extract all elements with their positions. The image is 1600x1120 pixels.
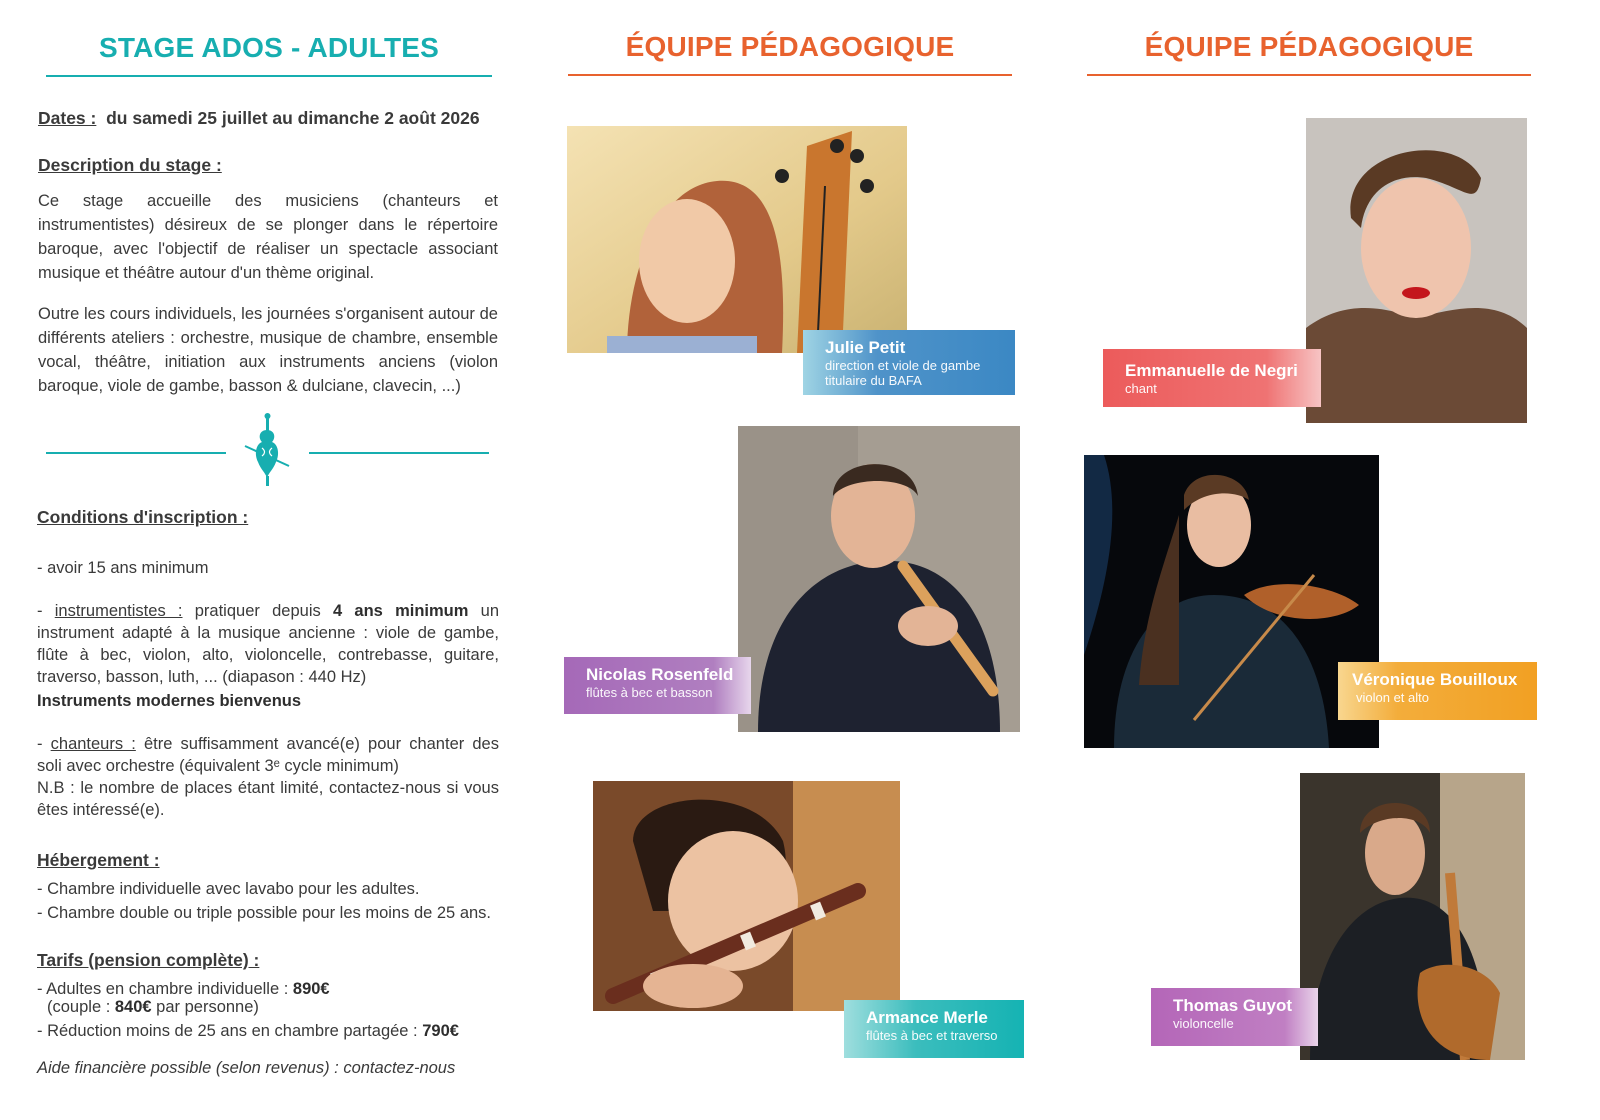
emmanuelle-de-negri-name: Emmanuelle de Negri — [1125, 361, 1298, 380]
tarif-line-2 — [37, 1019, 459, 1043]
instr-min-years: 4 ans minimum — [332, 602, 469, 620]
right-title-rule — [1087, 74, 1531, 76]
emmanuelle-de-negri-role: chant — [1125, 381, 1157, 396]
thomas-guyot-photo — [1300, 773, 1525, 1060]
left-title: STAGE ADOS - ADULTES — [99, 32, 439, 63]
conditions-heading: Conditions d'inscription : — [37, 507, 249, 527]
veronique-bouilloux-name: Véronique Bouilloux — [1352, 670, 1518, 689]
julie-petit-photo — [567, 126, 907, 353]
left-title-rule — [46, 75, 492, 77]
right-title: ÉQUIPE PÉDAGOGIQUE — [1144, 31, 1474, 62]
condition-instrumentalists: - instrumentistes : pratiquer depuis 4 ans minimum un instrument adapté à la musique ancienne : viole de gambe, flûte à bec, violon, alto, violoncelle, contrebasse, guitare, traverso, basson, luth, ... (diapason : 440 Hz) — [37, 602, 499, 686]
nicolas-rosenfeld-role: flûtes à bec et basson — [586, 685, 713, 700]
tarif-1b-pre: (couple : — [47, 998, 115, 1016]
lodging-line-1: - Chambre individuelle avec lavabo pour les adultes. — [37, 880, 420, 898]
instr-text-1: pratiquer depuis — [182, 602, 333, 620]
thomas-guyot-caption — [1151, 988, 1318, 1046]
armance-merle-name: Armance Merle — [866, 1008, 988, 1027]
emmanuelle-de-negri-caption — [1103, 349, 1321, 407]
instrumentalists-label: instrumentistes : — [54, 602, 183, 620]
description-paragraph-1: Ce stage accueille des musiciens (chanteurs et instrumentistes) désireux de se plonger dans le répertoire baroque, avec l'objectif de réaliser un spectacle associant musique et théâtre autour d'un thème original. — [38, 192, 498, 282]
tarif-1b-price: 840€ — [114, 998, 152, 1016]
modern-instruments: Instruments modernes bienvenus — [37, 692, 302, 710]
description-heading: Description du stage : — [38, 155, 222, 175]
instr-text-2: un instrument adapté à la musique ancienne : viole de gambe, flûte à bec, violon, alto, violoncelle, contrebasse, guitare, traverso, basson, luth, ... (diapason : 440 Hz) — [37, 602, 499, 686]
singers-label: chanteurs : — [50, 735, 136, 753]
nicolas-rosenfeld-name: Nicolas Rosenfeld — [586, 665, 734, 684]
thomas-guyot-name: Thomas Guyot — [1173, 996, 1293, 1015]
condition-age: - avoir 15 ans minimum — [37, 559, 209, 577]
lodging-heading: Hébergement : — [37, 850, 160, 870]
description-paragraph-2: Outre les cours individuels, les journées s'organisent autour de différents ateliers : orchestre, musique de chambre, ensemble vocal, théâtre, initiation aux instruments anciens (violon baroque, viole de gambe, basson & dulciane, clavecin, ...) — [38, 305, 498, 395]
dates-line — [38, 106, 508, 130]
nicolas-rosenfeld-caption — [564, 657, 751, 714]
middle-title-rule — [568, 74, 1012, 76]
tarif-1-text: - Adultes en chambre individuelle : — [37, 980, 293, 998]
dates-label: Dates : — [38, 108, 97, 128]
tarif-1b-post: par personne) — [151, 998, 259, 1016]
ornament-rule-right — [309, 452, 489, 454]
tarif-2-price: 790€ — [422, 1022, 459, 1040]
lodging-line-2: - Chambre double ou triple possible pour les moins de 25 ans. — [37, 904, 492, 922]
julie-petit-name: Julie Petit — [825, 338, 906, 357]
tarif-2-text: - Réduction moins de 25 ans en chambre partagée : — [37, 1022, 423, 1040]
tarif-1-price: 890€ — [292, 980, 330, 998]
financial-aid-note: Aide financière possible (selon revenus) : contactez-nous — [37, 1059, 456, 1077]
condition-singers: - chanteurs : être suffisamment avancé(e) pour chanter des soli avec orchestre (équivalent 3ᵉ cycle minimum) — [37, 735, 499, 775]
singers-text: être suffisamment avancé(e) pour chanter des soli avec orchestre (équivalent 3ᵉ cycle minimum) — [37, 735, 499, 775]
julie-petit-role: direction et viole de gambe — [825, 358, 981, 373]
armance-merle-photo — [593, 781, 900, 1011]
julie-petit-caption — [803, 330, 1015, 395]
tarifs-heading: Tarifs (pension complète) : — [37, 950, 260, 970]
thomas-guyot-role: violoncelle — [1173, 1016, 1234, 1031]
dates-value: du samedi 25 juillet au dimanche 2 août 2026 — [106, 108, 480, 128]
veronique-bouilloux-photo — [1084, 455, 1379, 748]
veronique-bouilloux-caption — [1338, 662, 1537, 720]
places-note: N.B : le nombre de places étant limité, contactez-nous si vous êtes intéressé(e). — [37, 779, 499, 819]
armance-merle-caption — [844, 1000, 1024, 1058]
middle-title: ÉQUIPE PÉDAGOGIQUE — [625, 31, 955, 62]
armance-merle-role: flûtes à bec et traverso — [866, 1028, 998, 1043]
nicolas-rosenfeld-photo — [738, 426, 1020, 732]
violin-ornament-icon — [243, 412, 291, 488]
ornament-rule-left — [46, 452, 226, 454]
tarif-line-1b — [47, 995, 259, 1019]
veronique-bouilloux-role: violon et alto — [1356, 690, 1429, 705]
julie-petit-role-2: titulaire du BAFA — [825, 373, 922, 388]
emmanuelle-de-negri-photo — [1306, 118, 1527, 423]
